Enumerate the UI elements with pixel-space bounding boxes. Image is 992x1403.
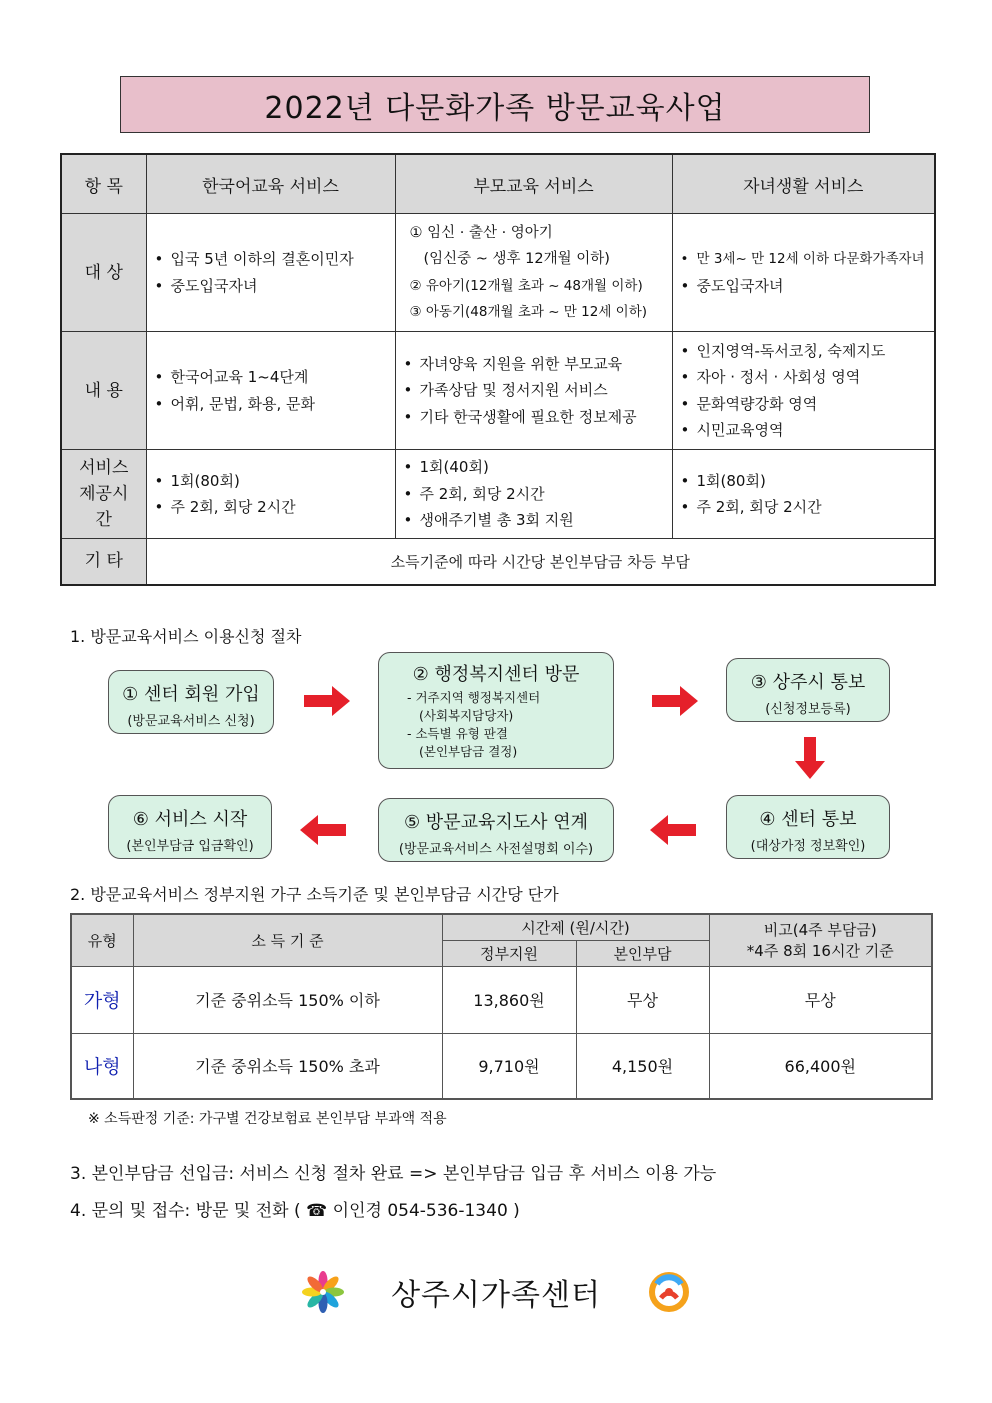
row-label-time: 서비스 제공시 간 — [61, 450, 146, 539]
cell-target-child — [672, 214, 935, 332]
header-type: 유형 — [71, 914, 133, 966]
criteria-cell: 기준 중위소득 150% 이하 — [133, 966, 442, 1033]
header-note: 비고(4주 부담금) *4주 8회 16시간 기준 — [709, 914, 932, 966]
row-content — [61, 332, 935, 450]
list-item: • 중도입국자녀 — [680, 276, 784, 295]
list-item: • 어휘, 문법, 화용, 문화 — [154, 394, 316, 413]
header-item: 항 목 — [61, 154, 146, 214]
type-cell: 가형 — [71, 966, 133, 1033]
cell-time-parent — [395, 450, 672, 539]
row-label-etc: 기 타 — [61, 539, 146, 585]
list-item: ① 임신 · 출산 · 영아기 — [409, 224, 553, 241]
arrow-left-icon — [300, 815, 346, 845]
cell-time-korean — [146, 450, 395, 539]
list-item: • 1회(80회) — [154, 471, 240, 490]
header-hourly: 시간제 (원/시간) — [442, 914, 709, 940]
step-2-box: ② 행정복지센터 방문 - 거주지역 행정복지센터 (사회복지담당자) - 소득별 유형 판결 (본인부담금 결정) — [378, 652, 614, 769]
org-name: 상주시가족센터 — [391, 1278, 601, 1313]
list-item: • 인지영역-독서코칭, 숙제지도 — [680, 341, 886, 360]
income-footnote: ※ 소득판정 기준: 가구별 건강보험료 본인부담 부과액 적용 — [88, 1111, 447, 1127]
list-item: • 만 3세~ 만 12세 이하 다문화가족자녀 — [680, 251, 925, 267]
note-cell: 66,400원 — [709, 1033, 932, 1099]
row-etc — [61, 539, 935, 585]
list-item: ③ 아동기(48개월 초과 ~ 만 12세 이하) — [409, 304, 648, 320]
cell-target-parent — [395, 214, 672, 332]
page-title: 2022년 다문화가족 방문교육사업 — [120, 76, 870, 133]
step-5-box: ⑤ 방문교육지도사 연계 (방문교육서비스 사전설명회 이수) — [378, 798, 614, 862]
list-item: • 자아 · 정서 · 사회성 영역 — [680, 368, 861, 386]
list-item: • 주 2회, 회당 2시간 — [680, 498, 822, 516]
table-row — [71, 1033, 932, 1099]
list-item: • 가족상담 및 정서지원 서비스 — [403, 381, 608, 400]
fee-header-row — [71, 914, 932, 940]
arrow-left-icon — [650, 815, 696, 845]
list-item: • 문화역량강화 영역 — [680, 394, 818, 413]
list-item: • 입국 5년 이하의 결혼이민자 — [154, 250, 354, 268]
cell-time-child — [672, 450, 935, 539]
row-label-content: 내 용 — [61, 332, 146, 450]
self-cell: 무상 — [576, 966, 709, 1033]
list-item: • 시민교육영역 — [680, 421, 784, 439]
phone-icon: ☎ — [306, 1201, 328, 1221]
list-item: • 자녀양육 지원을 위한 부모교육 — [403, 354, 623, 373]
section3-label: 3. 본인부담금 선입금: — [70, 1164, 235, 1184]
list-item: • 주 2회, 회당 2시간 — [403, 484, 545, 503]
section3 — [70, 1159, 716, 1184]
section1-title: 1. 방문교육서비스 이용신청 절차 — [70, 627, 302, 646]
step-6-box: ⑥ 서비스 시작 (본인부담금 입금확인) — [108, 795, 272, 859]
list-item: • 기타 한국생활에 필요한 정보제공 — [403, 407, 637, 426]
cell-target-korean — [146, 214, 395, 332]
step-3-box: ③ 상주시 통보 (신청정보등록) — [726, 658, 890, 722]
note-cell: 무상 — [709, 966, 932, 1033]
cell-content-korean — [146, 332, 395, 450]
list-item: ② 유아기(12개월 초과 ~ 48개월 이하) — [409, 277, 643, 294]
section2-title: 2. 방문교육서비스 정부지원 가구 소득기준 및 본인부담금 시간당 단가 — [70, 885, 559, 904]
criteria-cell: 기준 중위소득 150% 초과 — [133, 1033, 442, 1099]
header-parent: 부모교육 서비스 — [395, 154, 672, 214]
arrow-right-icon — [304, 686, 350, 716]
cell-etc: 소득기준에 따라 시간당 본인부담금 차등 부담 — [146, 539, 935, 585]
row-time — [61, 450, 935, 539]
header-korean: 한국어교육 서비스 — [146, 154, 395, 214]
list-item: • 주 2회, 회당 2시간 — [154, 498, 296, 516]
section4 — [70, 1196, 520, 1221]
cell-content-child — [672, 332, 935, 450]
header-child: 자녀생활 서비스 — [672, 154, 935, 214]
fee-table — [70, 913, 933, 1100]
step-1-box: ① 센터 회원 가입 (방문교육서비스 신청) — [108, 670, 274, 734]
list-item: (임신중 ~ 생후 12개월 이하) — [423, 251, 610, 267]
section4-close: ) — [513, 1201, 520, 1221]
self-cell: 4,150원 — [576, 1033, 709, 1099]
family-logo-icon — [647, 1270, 691, 1314]
step-4-box: ④ 센터 통보 (대상가정 정보확인) — [726, 795, 890, 859]
list-item: • 1회(40회) — [403, 458, 489, 477]
gov-cell: 9,710원 — [442, 1033, 576, 1099]
header-gov: 정부지원 — [442, 940, 576, 966]
header-criteria: 소 득 기 준 — [133, 914, 442, 966]
row-label-target: 대 상 — [61, 214, 146, 332]
flower-logo-icon — [301, 1270, 345, 1314]
type-cell: 나형 — [71, 1033, 133, 1099]
list-item: • 1회(80회) — [680, 471, 766, 490]
footer — [0, 1270, 992, 1314]
section4-text: 방문 및 전화 ( — [195, 1201, 301, 1221]
list-item: • 생애주기별 총 3회 지원 — [403, 511, 574, 530]
contact-text: 이인경 054-536-1340 — [332, 1201, 508, 1221]
arrow-down-icon — [795, 737, 825, 779]
header-self: 본인부담 — [576, 940, 709, 966]
list-item: • 중도입국자녀 — [154, 276, 258, 295]
service-table — [60, 153, 936, 586]
gov-cell: 13,860원 — [442, 966, 576, 1033]
cell-content-parent — [395, 332, 672, 450]
row-target — [61, 214, 935, 332]
service-table-header — [61, 154, 935, 214]
section4-label: 4. 문의 및 접수: — [70, 1201, 191, 1221]
table-row — [71, 966, 932, 1033]
arrow-right-icon — [652, 686, 698, 716]
section3-text: 서비스 신청 절차 완료 => 본인부담금 입금 후 서비스 이용 가능 — [239, 1164, 717, 1184]
list-item: • 한국어교육 1~4단계 — [154, 368, 309, 386]
